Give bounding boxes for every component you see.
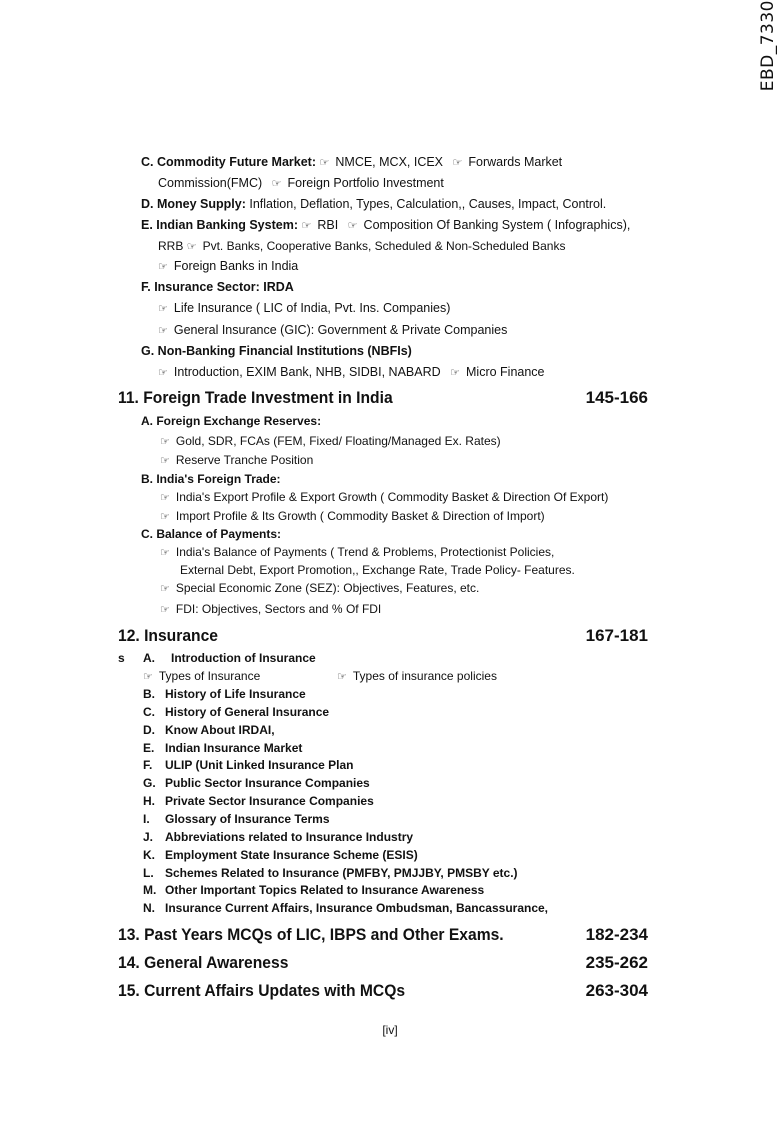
ch12-item-label: D.	[143, 723, 155, 737]
pointing-hand-icon: ☞	[158, 303, 168, 315]
item-f-life: ☞ Life Insurance ( LIC of India, Pvt. Ins. Companies)	[158, 301, 451, 315]
ch12-a-label: A.	[143, 651, 155, 665]
ch12-item-text: Other Important Topics Related to Insurance Awareness	[165, 883, 485, 897]
ch12-item-text: Glossary of Insurance Terms	[165, 812, 330, 826]
pointing-hand-icon: ☞	[271, 178, 282, 190]
item-f-insurance-sector: F. Insurance Sector: IRDA	[141, 280, 294, 294]
ch11-a-item-1: ☞ Gold, SDR, FCAs (FEM, Fixed/ Floating/Managed Ex. Rates)	[160, 434, 501, 448]
ch12-a-item-1: ☞ Types of Insurance	[143, 669, 261, 683]
ch12-item-text: History of General Insurance	[165, 705, 330, 719]
ch11-c-item-3: ☞ FDI: Objectives, Sectors and % Of FDI	[160, 602, 382, 616]
item-c-commodity-cont: Commission(FMC) ☞ Foreign Portfolio Investment	[158, 176, 444, 190]
chapter-12-title: 12. Insurance	[118, 626, 218, 645]
chapter-11-title: 11. Foreign Trade Investment in India	[118, 388, 393, 407]
ch12-item-label: N.	[143, 901, 155, 915]
chapter-13-title: 13. Past Years MCQs of LIC, IBPS and Other Exams.	[118, 925, 504, 944]
pointing-hand-icon: ☞	[158, 325, 168, 337]
pointing-hand-icon: ☞	[160, 547, 170, 559]
pointing-hand-icon: ☞	[158, 261, 168, 273]
chapter-15-pages: 263-304	[585, 981, 648, 1000]
ch12-item-label: B.	[143, 687, 155, 701]
chapter-14-pages: 235-262	[585, 953, 648, 972]
item-e-banking: E. Indian Banking System: ☞ RBI ☞ Composition Of Banking System ( Infographics),	[141, 218, 631, 232]
ch12-item-text: Private Sector Insurance Companies	[165, 794, 374, 808]
item-c-commodity: C. Commodity Future Market: ☞ NMCE, MCX, ICEX ☞ Forwards Market	[141, 155, 563, 169]
ch12-item-text: History of Life Insurance	[165, 687, 306, 701]
page-number: [iv]	[382, 1023, 398, 1037]
pointing-hand-icon: ☞	[160, 492, 170, 504]
ch11-a-title: A. Foreign Exchange Reserves:	[141, 414, 322, 428]
ch12-item-label: F.	[143, 758, 153, 772]
pointing-hand-icon: ☞	[452, 157, 463, 169]
ch12-item-label: G.	[143, 776, 156, 790]
pointing-hand-icon: ☞	[337, 671, 347, 683]
pointing-hand-icon: ☞	[160, 604, 170, 616]
ch12-item-text: Schemes Related to Insurance (PMFBY, PMJJBY, PMSBY etc.)	[165, 866, 518, 880]
pointing-hand-icon: ☞	[347, 220, 358, 232]
ch12-item-label: K.	[143, 848, 155, 862]
item-f-general: ☞ General Insurance (GIC): Government & Private Companies	[158, 323, 508, 337]
ch11-b-item-1: ☞ India's Export Profile & Export Growth ( Commodity Basket & Direction Of Export)	[160, 490, 609, 504]
pointing-hand-icon: ☞	[160, 436, 170, 448]
ch12-item-text: Indian Insurance Market	[165, 741, 303, 755]
ch12-item-label: I.	[143, 812, 150, 826]
chapter-14-title: 14. General Awareness	[118, 953, 289, 972]
pointing-hand-icon: ☞	[143, 671, 153, 683]
pointing-hand-icon: ☞	[319, 157, 330, 169]
pointing-hand-icon: ☞	[158, 367, 168, 379]
ch11-b-title: B. India's Foreign Trade:	[141, 472, 281, 486]
chapter-12-pages: 167-181	[585, 626, 648, 645]
pointing-hand-icon: ☞	[450, 367, 460, 379]
ch12-item-label: L.	[143, 866, 154, 880]
ch11-c-item-2: ☞ Special Economic Zone (SEZ): Objectives, Features, etc.	[160, 581, 480, 595]
ch11-b-item-2: ☞ Import Profile & Its Growth ( Commodity Basket & Direction of Import)	[160, 509, 545, 523]
document-code: EBD_7330	[758, 0, 778, 92]
ch12-item-text: Public Sector Insurance Companies	[165, 776, 370, 790]
ch12-item-text: Insurance Current Affairs, Insurance Ombudsman, Bancassurance,	[165, 901, 549, 915]
ch12-item-text: Abbreviations related to Insurance Industry	[165, 830, 414, 844]
ch12-item-label: C.	[143, 705, 155, 719]
ch11-a-item-2: ☞ Reserve Tranche Position	[160, 453, 314, 467]
ch12-item-text: Know About IRDAI,	[165, 723, 275, 737]
item-e-banking-cont: RRB ☞ Pvt. Banks, Cooperative Banks, Scheduled & Non-Scheduled Banks	[158, 239, 566, 253]
chapter-15-title: 15. Current Affairs Updates with MCQs	[118, 981, 406, 1000]
ch12-a-title: Introduction of Insurance	[171, 651, 316, 665]
item-d-money-supply: D. Money Supply: Inflation, Deflation, Types, Calculation,, Causes, Impact, Control.	[141, 197, 607, 211]
item-g-nbfi: G. Non-Banking Financial Institutions (NBFIs)	[141, 344, 412, 358]
ch12-item-label: J.	[143, 830, 154, 844]
ch12-item-label: E.	[143, 741, 155, 755]
ch11-c-title: C. Balance of Payments:	[141, 527, 282, 541]
pointing-hand-icon: ☞	[301, 220, 312, 232]
pointing-hand-icon: ☞	[160, 455, 170, 467]
chapter-11-pages: 145-166	[585, 388, 648, 407]
ch12-item-text: Employment State Insurance Scheme (ESIS)	[165, 848, 418, 862]
item-e-foreign-banks: ☞ Foreign Banks in India	[158, 259, 299, 273]
ch12-a-item-2: ☞ Types of insurance policies	[337, 669, 497, 683]
pointing-hand-icon: ☞	[186, 241, 197, 253]
ch12-item-label: M.	[143, 883, 157, 897]
chapter-13-pages: 182-234	[585, 925, 648, 944]
pointing-hand-icon: ☞	[160, 511, 170, 523]
ch12-item-text: ULIP (Unit Linked Insurance Plan	[165, 758, 354, 772]
ch12-stray-mark: s	[118, 651, 125, 665]
pointing-hand-icon: ☞	[160, 583, 170, 595]
ch11-c-item-1-cont: External Debt, Export Promotion,, Exchange Rate, Trade Policy- Features.	[180, 563, 575, 577]
ch12-item-label: H.	[143, 794, 155, 808]
item-g-intro: ☞ Introduction, EXIM Bank, NHB, SIDBI, NABARD ☞ Micro Finance	[158, 365, 545, 379]
ch11-c-item-1: ☞ India's Balance of Payments ( Trend & Problems, Protectionist Policies,	[160, 545, 555, 559]
